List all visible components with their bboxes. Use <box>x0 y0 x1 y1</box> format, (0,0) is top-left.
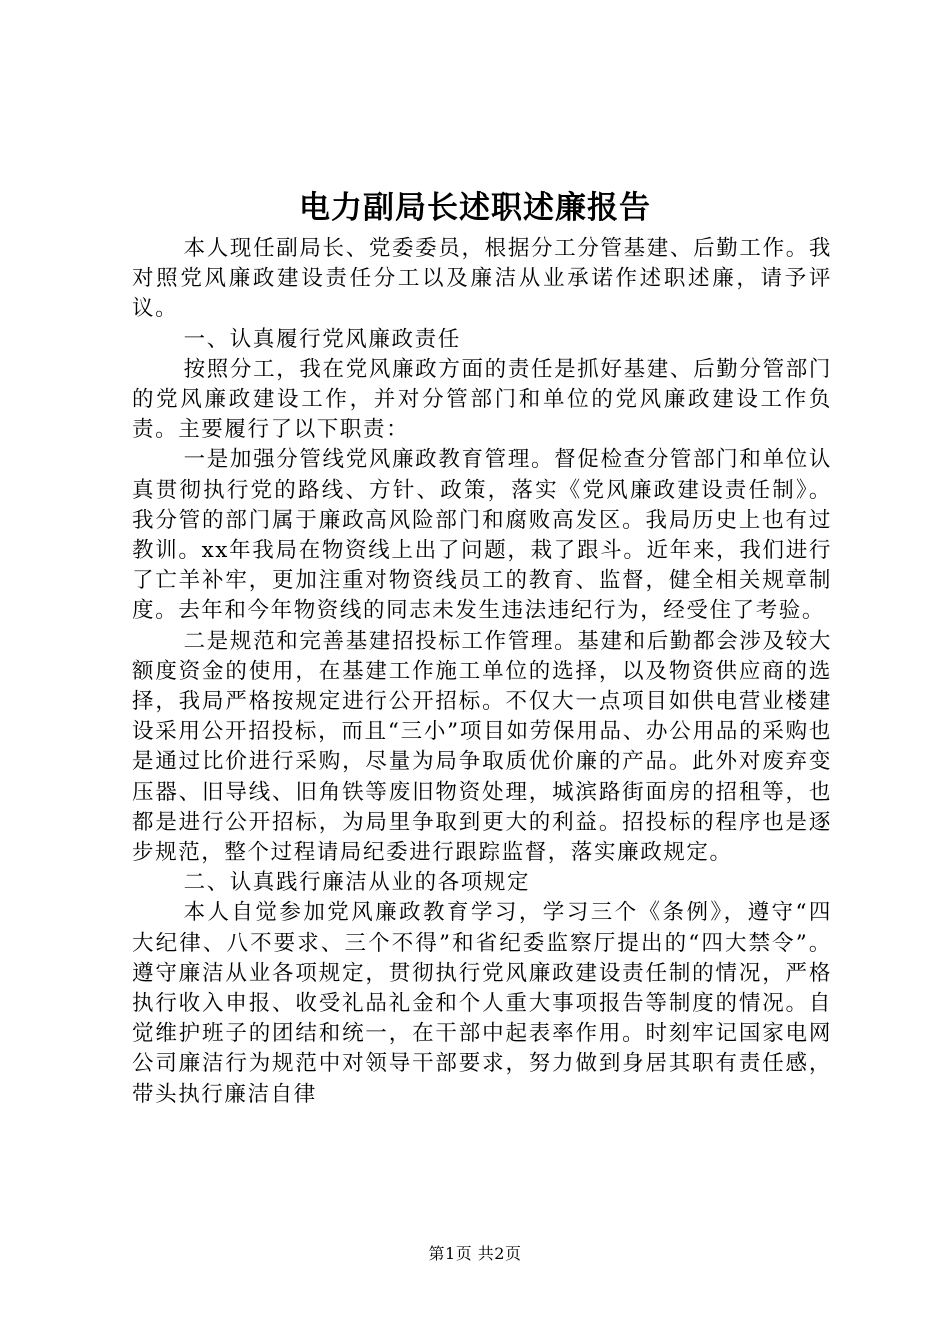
paragraph-education: 一是加强分管线党风廉政教育管理。督促检查分管部门和单位认真贯彻执行党的路线、方针、政策，落实《党风廉政建设责任制》。我分管的部门属于廉政高风险部门和腐败高发区。我局历史上也有过教训。xx年我局在物资线上出了问题，栽了跟斗。近年来，我们进行了亡羊补牢，更加注重对物资线员工的教育、监督，健全相关规章制度。去年和今年物资线的同志未发生违法违纪行为，经受住了考验。 <box>132 447 832 624</box>
paragraph-duties: 按照分工，我在党风廉政方面的责任是抓好基建、后勤分管部门的党风廉政建设工作，并对分管部门和单位的党风廉政建设工作负责。主要履行了以下职责： <box>132 356 832 443</box>
document-body <box>132 234 832 1110</box>
page-footer: 第1页 共2页 <box>428 1244 522 1263</box>
section-heading-1: 一、认真履行党风廉政责任 <box>183 326 461 352</box>
section-heading-2: 二、认真践行廉洁从业的各项规定 <box>183 870 531 896</box>
document-title: 电力副局长述职述廉报告 <box>299 190 651 226</box>
paragraph-self-discipline: 本人自觉参加党风廉政教育学习，学习三个《条例》，遵守“四大纪律、八不要求、三个不得”和省纪委监察厅提出的“四大禁令”。遵守廉洁从业各项规定，贯彻执行党风廉政建设责任制的情况，严格执行收入申报、收受礼品礼金和个人重大事项报告等制度的情况。自觉维护班子的团结和统一，在干部中起表率作用。时刻牢记国家电网公司廉洁行为规范中对领导干部要求，努力做到身居其职有责任感，带头执行廉洁自律 <box>132 900 832 1107</box>
paragraph-bidding: 二是规范和完善基建招投标工作管理。基建和后勤都会涉及较大额度资金的使用，在基建工作施工单位的选择，以及物资供应商的选择，我局严格按规定进行公开招标。不仅大一点项目如供电营业楼建设采用公开招投标，而且“三小”项目如劳保用品、办公用品的采购也是通过比价进行采购，尽量为局争取质优价廉的产品。此外对废弃变压器、旧导线、旧角铁等废旧物资处理，城滨路街面房的招租等，也都是进行公开招标，为局里争取到更大的利益。招投标的程序也是逐步规范，整个过程请局纪委进行跟踪监督，落实廉政规定。 <box>132 628 832 866</box>
paragraph-intro: 本人现任副局长、党委委员，根据分工分管基建、后勤工作。我对照党风廉政建设责任分工以及廉洁从业承诺作述职述廉，请予评议。 <box>132 236 832 322</box>
